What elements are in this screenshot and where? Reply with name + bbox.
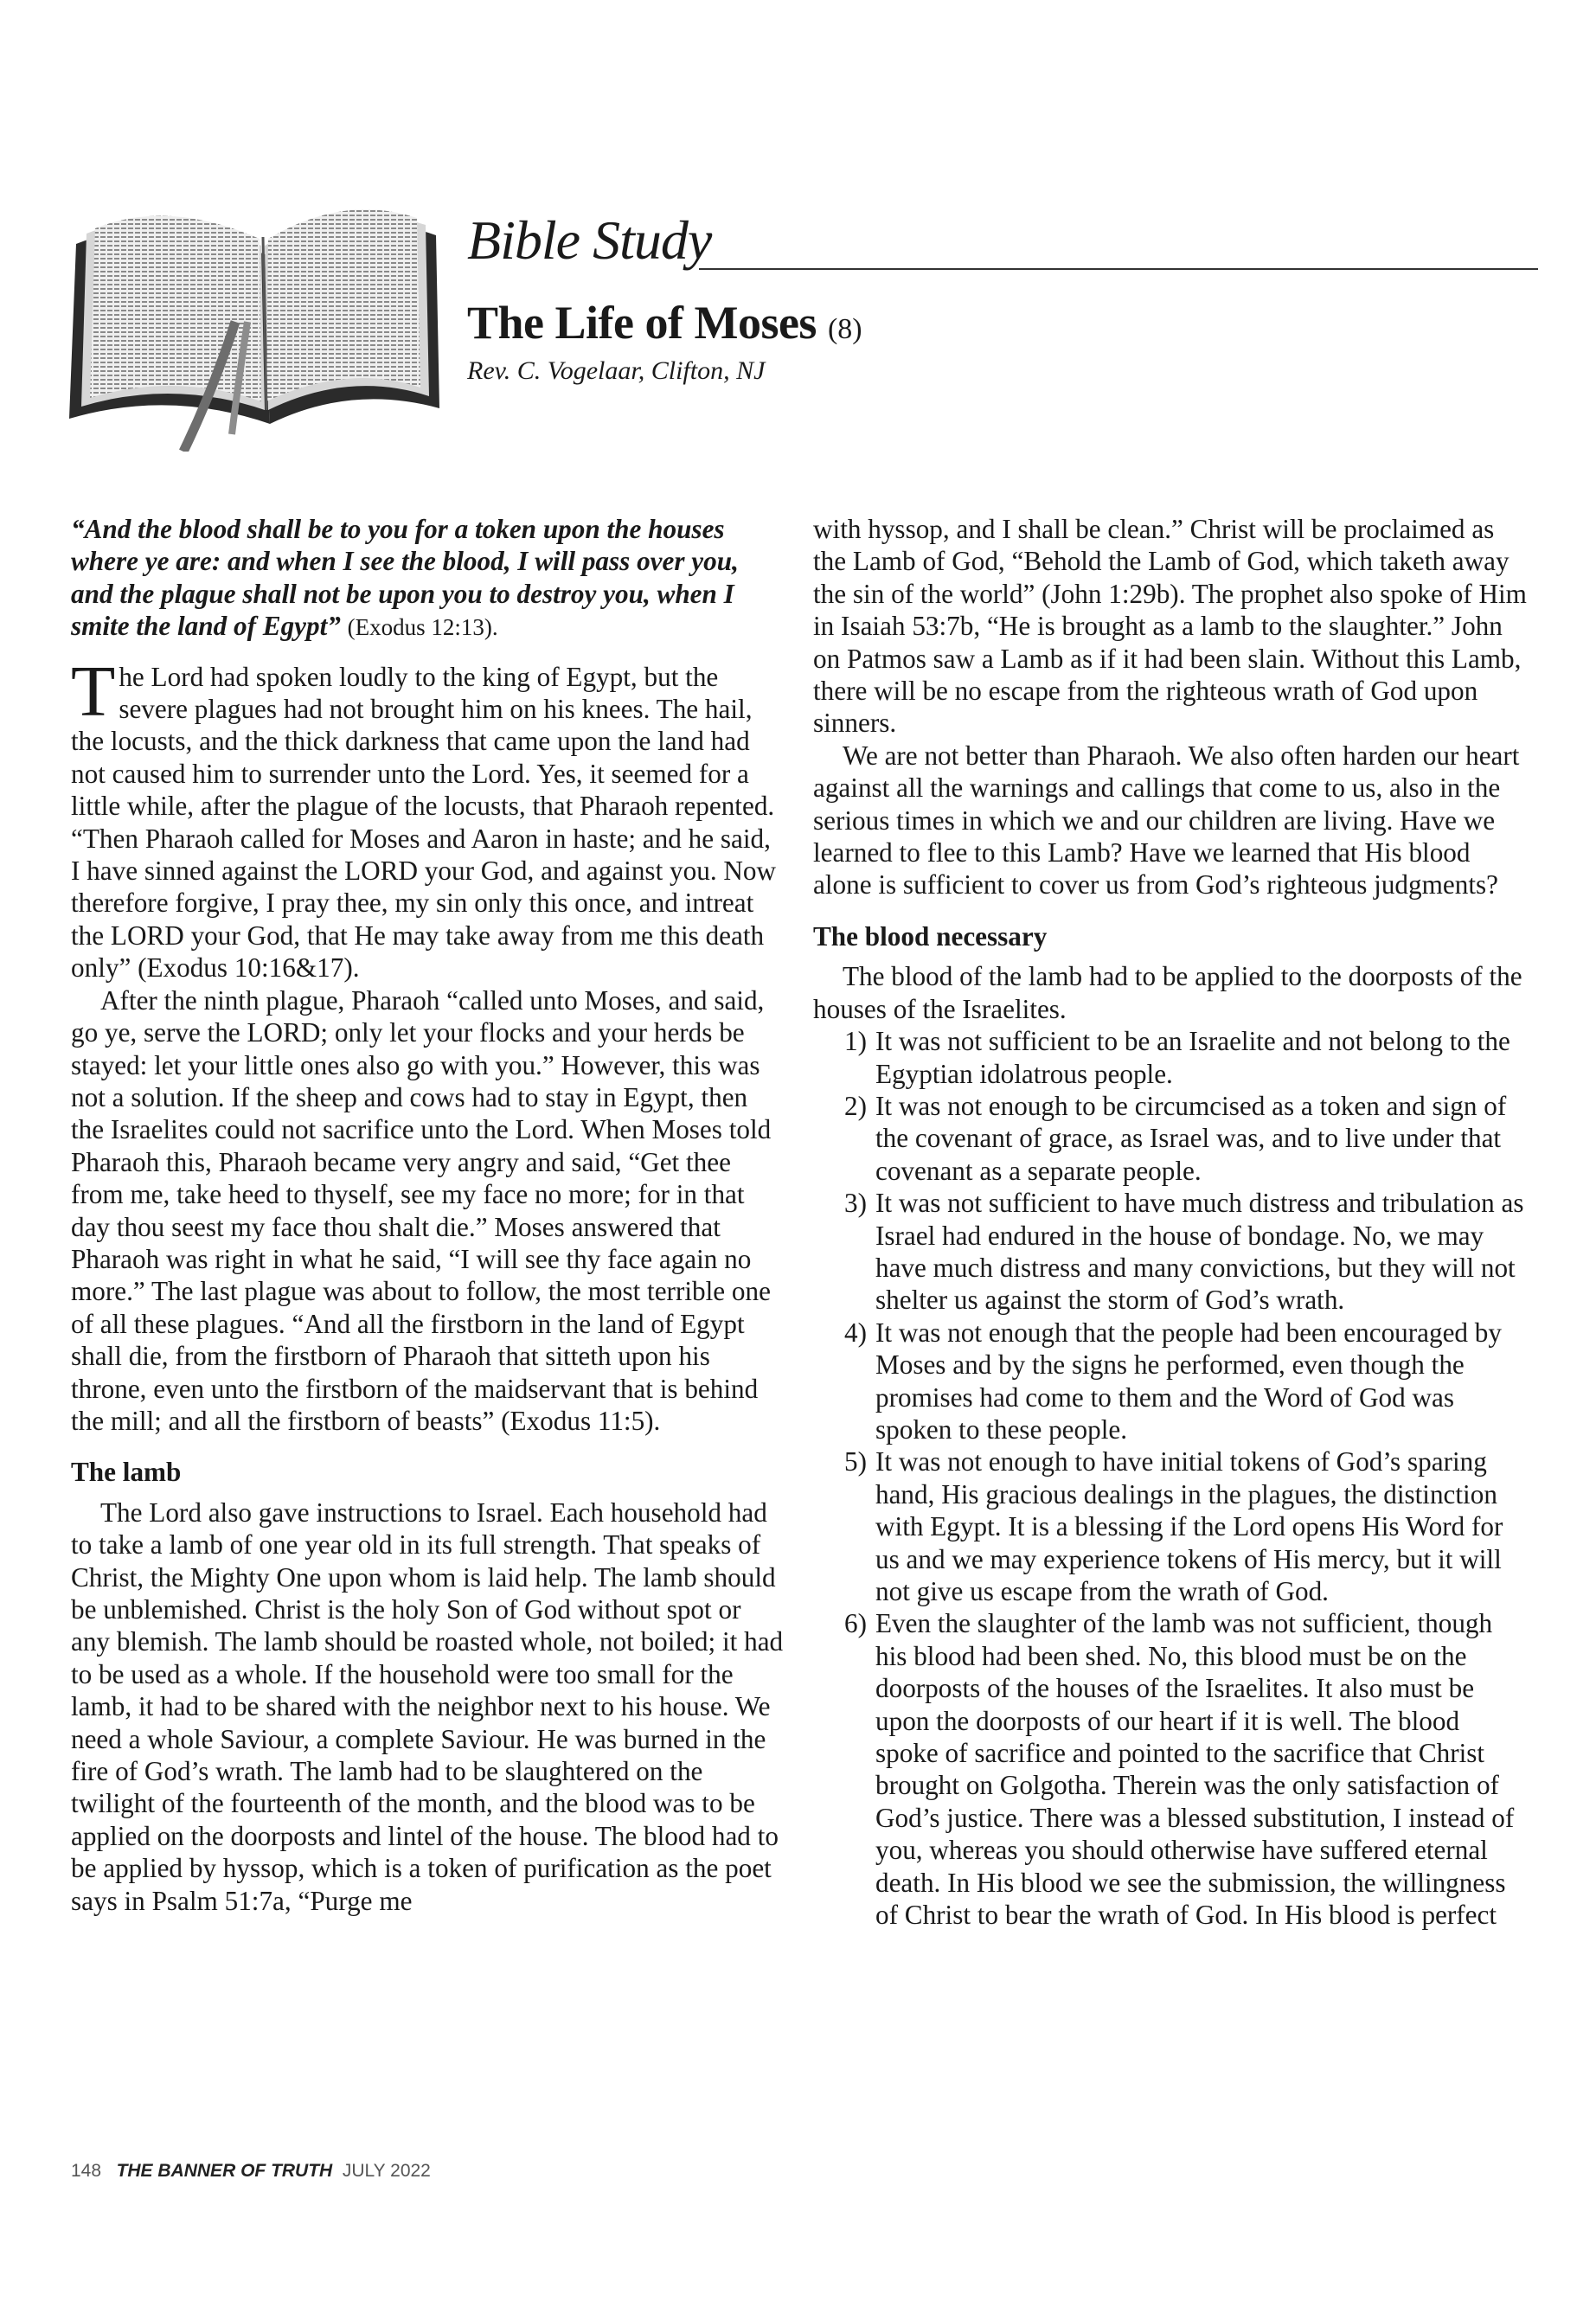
epigraph: [71, 513, 785, 644]
list-item-number: 2): [844, 1090, 867, 1121]
issue-date: JULY 2022: [342, 2161, 431, 2181]
list-item-number: 6): [844, 1608, 867, 1639]
byline: Rev. C. Vogelaar, Clifton, NJ: [467, 356, 766, 385]
list-item-text: It was not enough to be circumcised as a token and sign of the covenant of grace, as Israel was, and to live under that covenant as a separate people.: [875, 1090, 1507, 1186]
part-number: (8): [827, 313, 862, 345]
page-number: 148: [71, 2161, 102, 2181]
list-item-number: 4): [844, 1317, 867, 1348]
list-item: [844, 1187, 1527, 1317]
list-item-text: It was not enough to have initial tokens of God’s sparing hand, His gracious dealings in the plagues, the distinction with Egypt. It is a blessing if the Lord opens His Word for us and we may experience tokens of His mercy, but it will not give us escape from the wrath of God.: [875, 1446, 1503, 1606]
list-item: [844, 1090, 1527, 1187]
epigraph-text: “And the blood shall be to you for a token upon the houses where ye are: and when I see the blood, I will pass over you, and the plague shall not be upon you to destroy you, when I smite the land of Egypt”: [71, 514, 739, 642]
points-list: [813, 1025, 1527, 1931]
list-item-text: It was not sufficient to have much distress and tribulation as Israel had endured in the house of bondage. No, we may have much distress and many convictions, but they will not shelter us against the storm of God’s wrath.: [875, 1188, 1524, 1316]
subhead-the-blood-necessary: The blood necessary: [813, 920, 1048, 952]
bible-illustration: [66, 192, 446, 452]
drop-cap: T: [71, 651, 116, 732]
list-item: [844, 1445, 1527, 1607]
section-title: Bible Study: [467, 209, 712, 271]
list-item-number: 3): [844, 1188, 867, 1219]
epigraph-reference: (Exodus 12:13).: [347, 614, 498, 641]
list-item: [844, 1317, 1527, 1446]
list-item-number: 1): [844, 1026, 867, 1057]
body-paragraph-3: The Lord also gave instructions to Israel. Each household had to take a lamb of one year old in its full strength. That speaks of Christ, the Mighty One upon whom is laid help. The lamb should be unblemished. Christ is the holy Son of God without spot or any blemish. The lamb should be roasted whole, not boiled; it had to be used as a whole. If the household were too small for the lamb, it had to be shared with the neighbor next to his house. We need a whole Saviour, a complete Saviour. He was burned in the fire of God’s wrath. The lamb had to be slaughtered on the twilight of the fourteenth of the month, and the blood was to be applied on the doorposts and lintel of the house. The blood had to be applied by hyssop, which is a token of purification as the poet says in Psalm 51:7a, “Purge me: [71, 1497, 784, 1916]
list-item: [844, 1025, 1527, 1090]
list-item-text: It was not sufficient to be an Israelite and not belong to the Egyptian idolatrous people.: [875, 1026, 1510, 1089]
body-paragraph-2: After the ninth plague, Pharaoh “called unto Moses, and said, go ye, serve the LORD; only let your flocks and your herds be stayed: let your little ones also go with you.” However, this was not a solution. If the sheep and cows had to stay in Egypt, then the Israelites could not sacrifice unto the Lord. When Moses told Pharaoh this, Pharaoh became very angry and said, “Get thee from me, take heed to thyself, see my face no more; for in that day thou seest my face thou shalt die.” Moses answered that Pharaoh was right in what he said, “I will see thy face again no more.” The last plague was about to follow, the most terrible one of all these plagues. “And all the firstborn in the land of Egypt shall die, from the firstborn of Pharaoh that sitteth upon his throne, even unto the firstborn of the maidservant that is behind the mill; and all the firstborn of beasts” (Exodus 11:5).: [71, 984, 772, 1436]
page-footer: [71, 2161, 431, 2182]
list-item-text: Even the slaughter of the lamb was not sufficient, though his blood had been shed. No, this blood must be on the doorposts of the houses of the Israelites. It also must be upon the doorposts of our heart if it is well. The blood spoke of sacrifice and pointed to the sacrifice that Christ brought on Golgotha. Therein was the only satisfaction of God’s justice. There was a blessed substitution, I instead of you, whereas you should otherwise have suffered eternal death. In His blood we see the submission, the willingness of Christ to bear the wrath of God. In His blood is perfect: [875, 1608, 1515, 1931]
list-item: [844, 1607, 1527, 1931]
left-column: [71, 513, 785, 1917]
body-paragraph-4: with hyssop, and I shall be clean.” Christ will be proclaimed as the Lamb of God, “Behold the Lamb of God, which taketh away the sin of the world” (John 1:29b). The prophet also spoke of Him in Isaiah 53:7b, “He is brought as a lamb to the slaughter.” John on Patmos saw a Lamb as if it had been slain. Without this Lamb, there will be no escape from the righteous wrath of God upon sinners.: [813, 514, 1527, 739]
right-column: [813, 513, 1527, 1931]
body-paragraph-5: We are not better than Pharaoh. We also often harden our heart against all the warnings and callings that come to us, also in the serious times in which we and our children are living. Have we learned to flee to this Lamb? Have we learned that His blood alone is sufficient to cover us from God’s righteous judgments?: [813, 740, 1520, 901]
body-paragraph-1-text: he Lord had spoken loudly to the king of Egypt, but the severe plagues had not brought him on his knees. The hail, the locusts, and the thick darkness that came upon the land had not caused him to surrender unto the Lord. Yes, it seemed for a little while, after the plague of the locusts, that Pharaoh repented. “Then Pharaoh called for Moses and Aaron in haste; and he said, I have sinned against the LORD your God, and against you. Now therefore forgive, I pray thee, my sin only this once, and intreat the LORD your God, that He may take away from me this death only” (Exodus 10:16&17).: [71, 661, 777, 984]
body-paragraph-6: The blood of the lamb had to be applied to the doorposts of the houses of the Israelites.: [813, 961, 1522, 1024]
subhead-the-lamb: The lamb: [71, 1457, 182, 1488]
article-title-text: The Life of Moses: [467, 297, 817, 349]
section-title-rule: [699, 268, 1538, 270]
body-paragraph-1: [71, 651, 785, 984]
list-item-number: 5): [844, 1446, 867, 1477]
list-item-text: It was not enough that the people had been encouraged by Moses and by the signs he performed, even though the promises had come to them and the Word of God was spoken to these people.: [875, 1317, 1502, 1445]
article-title: [467, 297, 862, 349]
magazine-name: THE BANNER OF TRUTH: [116, 2161, 333, 2181]
